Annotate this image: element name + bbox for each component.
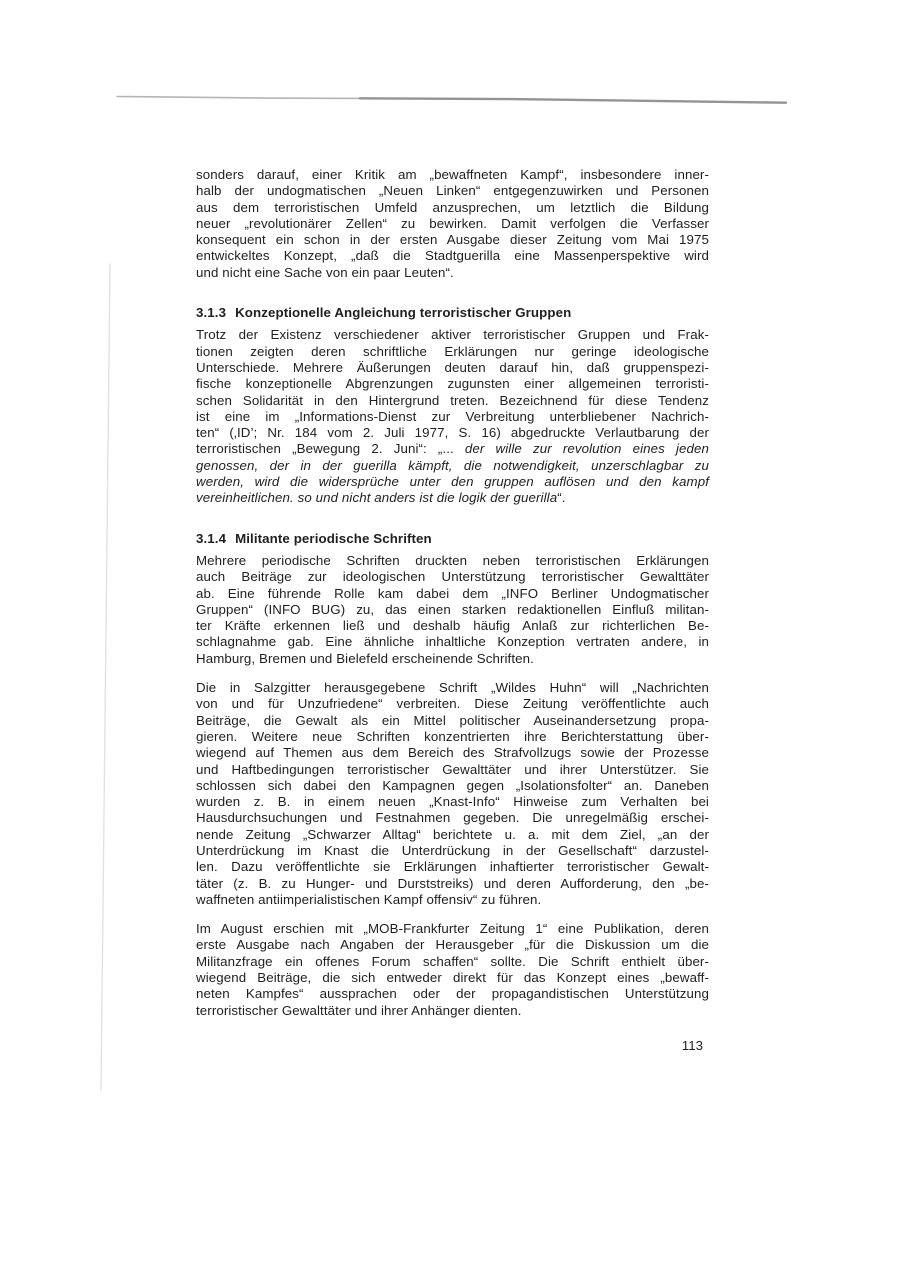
paragraph-line [196,344,709,360]
paragraph-line [196,1003,709,1019]
paragraph-line [196,327,709,343]
paragraph-line [196,553,709,569]
text-run: Beiträge, die Gewalt als ein Mittel politischer Auseinandersetzung propa- [196,712,709,728]
paragraph-line [196,745,709,761]
paragraph-line [196,696,709,712]
paragraph-line [196,569,709,585]
text-run: wurden z. B. in einem neuen „Knast-Info“ Hinweise zum Verhalten bei [196,794,709,810]
paragraph [196,553,709,667]
text-run: täter (z. B. zu Hunger- und Durststreiks) und deren Aufforderung, den „be- [196,875,709,891]
scan-top-line-left [117,97,362,99]
section-title: Militante periodische Schriften [235,530,432,546]
text-run: konsequent ein schon in der ersten Ausgabe dieser Zeitung vom Mai 1975 [196,232,709,248]
paragraph-line [196,618,709,634]
paragraph-line [196,248,709,264]
text-run-italic: genossen, der in der guerilla kämpft, die notwendigkeit, unzerschlagbar zu [196,457,709,473]
text-run: ab. Eine führende Rolle kam dabei dem „INFO Berliner Undogmatischer [196,585,709,601]
text-run: entwickeltes Konzept, „daß die Stadtguerilla eine Massenperspektive wird [196,248,709,264]
paragraph-line [196,680,709,696]
text-run: wiegend Beiträge, die sich entweder direkt für das Konzept eines „bewaff- [196,970,709,986]
paragraph-line [196,458,709,474]
paragraph-line [196,810,709,826]
text-block [196,167,709,1032]
section-heading-3.1.4 [196,531,709,547]
paragraph-line [196,409,709,425]
text-run: ten“ (‚ID’; Nr. 184 vom 2. Juli 1977, S. 16) abgedruckte Verlautbarung der [196,425,709,441]
paragraph-line [196,794,709,810]
text-run: Hamburg, Bremen und Bielefeld erscheinende Schriften. [196,650,534,666]
paragraph-line [196,474,709,490]
page-edge-shadow [101,264,110,1090]
text-run: Die in Salzgitter herausgegebene Schrift „Wildes Huhn“ will „Nachrichten [196,680,709,696]
paragraph-line [196,602,709,618]
text-run: waffneten antiimperialistischen Kampf offensiv“ zu führen. [196,891,542,907]
paragraph-line [196,729,709,745]
paragraph-line [196,425,709,441]
section-title: Konzeptionelle Angleichung terroristischer Gruppen [235,305,572,321]
paragraph-line [196,921,709,937]
text-run: Militanzfrage ein offenes Forum schaffen“ sollte. Die Schrift enthielt über- [196,953,709,969]
text-run: Unterdrückung im Knast die Unterdrückung in der Gesellschaft“ darzustel- [196,842,709,858]
text-run: Mehrere periodische Schriften druckten neben terroristischen Erklärungen [196,552,709,568]
paragraph-line [196,232,709,248]
paragraph-line [196,393,709,409]
paragraph [196,327,709,506]
paragraph [196,680,709,908]
paragraph-line [196,586,709,602]
paragraph-line [196,216,709,232]
text-run: sonders darauf, einer Kritik am „bewaffneten Kampf“, insbesondere inner- [196,167,709,182]
text-run: “. [557,490,566,506]
text-run: halb der undogmatischen „Neuen Linken“ entgegenzuwirken und Personen [196,183,709,199]
text-run: Hausdurchsuchungen und Festnahmen gegeben. Die unregelmäßig erschei- [196,810,709,826]
text-run: neuer „revolutionärer Zellen“ zu bewirken. Damit verfolgen die Verfasser [196,215,709,231]
paragraph-line [196,778,709,794]
paragraph-line [196,634,709,650]
text-run: terroristischen „Bewegung 2. Juni“: „... [196,441,465,457]
text-run: von und für Unzufriedene“ verbreiten. Diese Zeitung veröffentlichte auch [196,696,709,712]
paragraph-line [196,200,709,216]
section-number: 3.1.3 [196,305,227,321]
paragraph-line [196,986,709,1002]
paragraph-line [196,360,709,376]
text-run-italic: vereinheitlichen. so und nicht anders ist die logik der guerilla [196,490,558,506]
paragraph-line [196,827,709,843]
text-run: und nicht eine Sache von ein paar Leuten“. [196,264,454,280]
text-run: tionen zeigten deren schriftliche Erklärungen nur geringe ideologische [196,343,709,359]
text-run: terroristischer Gewalttäter und ihrer Anhänger dienten. [196,1002,522,1018]
text-run: und Haftbedingungen terroristischer Gewalttäter und ihrer Unterstützer. Sie [196,761,709,777]
paragraph-line [196,876,709,892]
text-run: Unterschiede. Mehrere Äußerungen deuten darauf hin, daß gruppenspezi- [196,359,709,375]
text-run: neten Kampfes“ aussprachen oder der propagandistischen Unterstützung [196,986,709,1002]
text-run: erste Ausgabe nach Angaben der Herausgeber „für die Diskussion um die [196,937,709,953]
text-run: len. Dazu veröffentlichte sie Erklärungen inhaftierter terroristischer Gewalt- [196,859,709,875]
paragraph-line [196,762,709,778]
text-run: ter Kräfte erkennen ließ und deshalb häufig Anlaß zur richterlichen Be- [196,618,709,634]
paragraph-line [196,937,709,953]
text-run: aus dem terroristischen Umfeld anzusprechen, um letztlich die Bildung [196,199,709,215]
paragraph-line [196,441,709,457]
text-run: Im August erschien mit „MOB-Frankfurter Zeitung 1“ eine Publikation, deren [196,921,709,937]
paragraph-line [196,490,709,506]
text-run: schlagnahme gab. Eine ähnliche inhaltliche Konzeption vertraten andere, in [196,634,709,650]
scan-top-line [360,98,786,102]
text-run-italic: werden, wird die widersprüche unter den gruppen auflösen und den kampf [196,474,709,490]
paragraph-line [196,954,709,970]
paragraph [196,921,709,1019]
paragraph [196,167,709,281]
paragraph-line [196,859,709,875]
text-run: auch Beiträge zur ideologischen Unterstützung terroristischer Gewalttäter [196,569,709,585]
paragraph-line [196,713,709,729]
paragraph-line [196,892,709,908]
text-run: gieren. Weitere neue Schriften konzentrierten ihre Berichterstattung über- [196,728,709,744]
paragraph-line [196,376,709,392]
text-run: schen Solidarität in den Hintergrund treten. Bezeichnend für diese Tendenz [196,392,709,408]
page-number: 113 [681,1038,703,1053]
text-run: wiegend auf Themen aus dem Bereich des Strafvollzugs sowie der Prozesse [196,745,709,761]
text-run: nende Zeitung „Schwarzer Alltag“ berichtete u. a. mit dem Ziel, „an der [196,826,709,842]
text-run: Gruppen“ (INFO BUG) zu, das einen starken redaktionellen Einfluß militan- [196,601,709,617]
paragraph-line [196,970,709,986]
text-run: fische konzeptionelle Abgrenzungen zugunsten einer allgemeinen terroristi- [196,376,709,392]
section-number: 3.1.4 [196,530,227,546]
text-run: schlossen sich dabei den Kampagnen gegen „Isolationsfolter“ an. Daneben [196,777,709,793]
section-heading-3.1.3 [196,305,709,321]
text-run: ist eine im „Informations-Dienst zur Verbreitung unterbliebener Nachrich- [196,408,709,424]
text-run: Trotz der Existenz verschiedener aktiver terroristischer Gruppen und Frak- [196,327,709,343]
paragraph-line [196,183,709,199]
paragraph-line [196,843,709,859]
paragraph-line [196,167,709,183]
text-run-italic: der wille zur revolution eines jeden [464,441,709,457]
paragraph-line [196,651,709,667]
paragraph-line [196,265,709,281]
